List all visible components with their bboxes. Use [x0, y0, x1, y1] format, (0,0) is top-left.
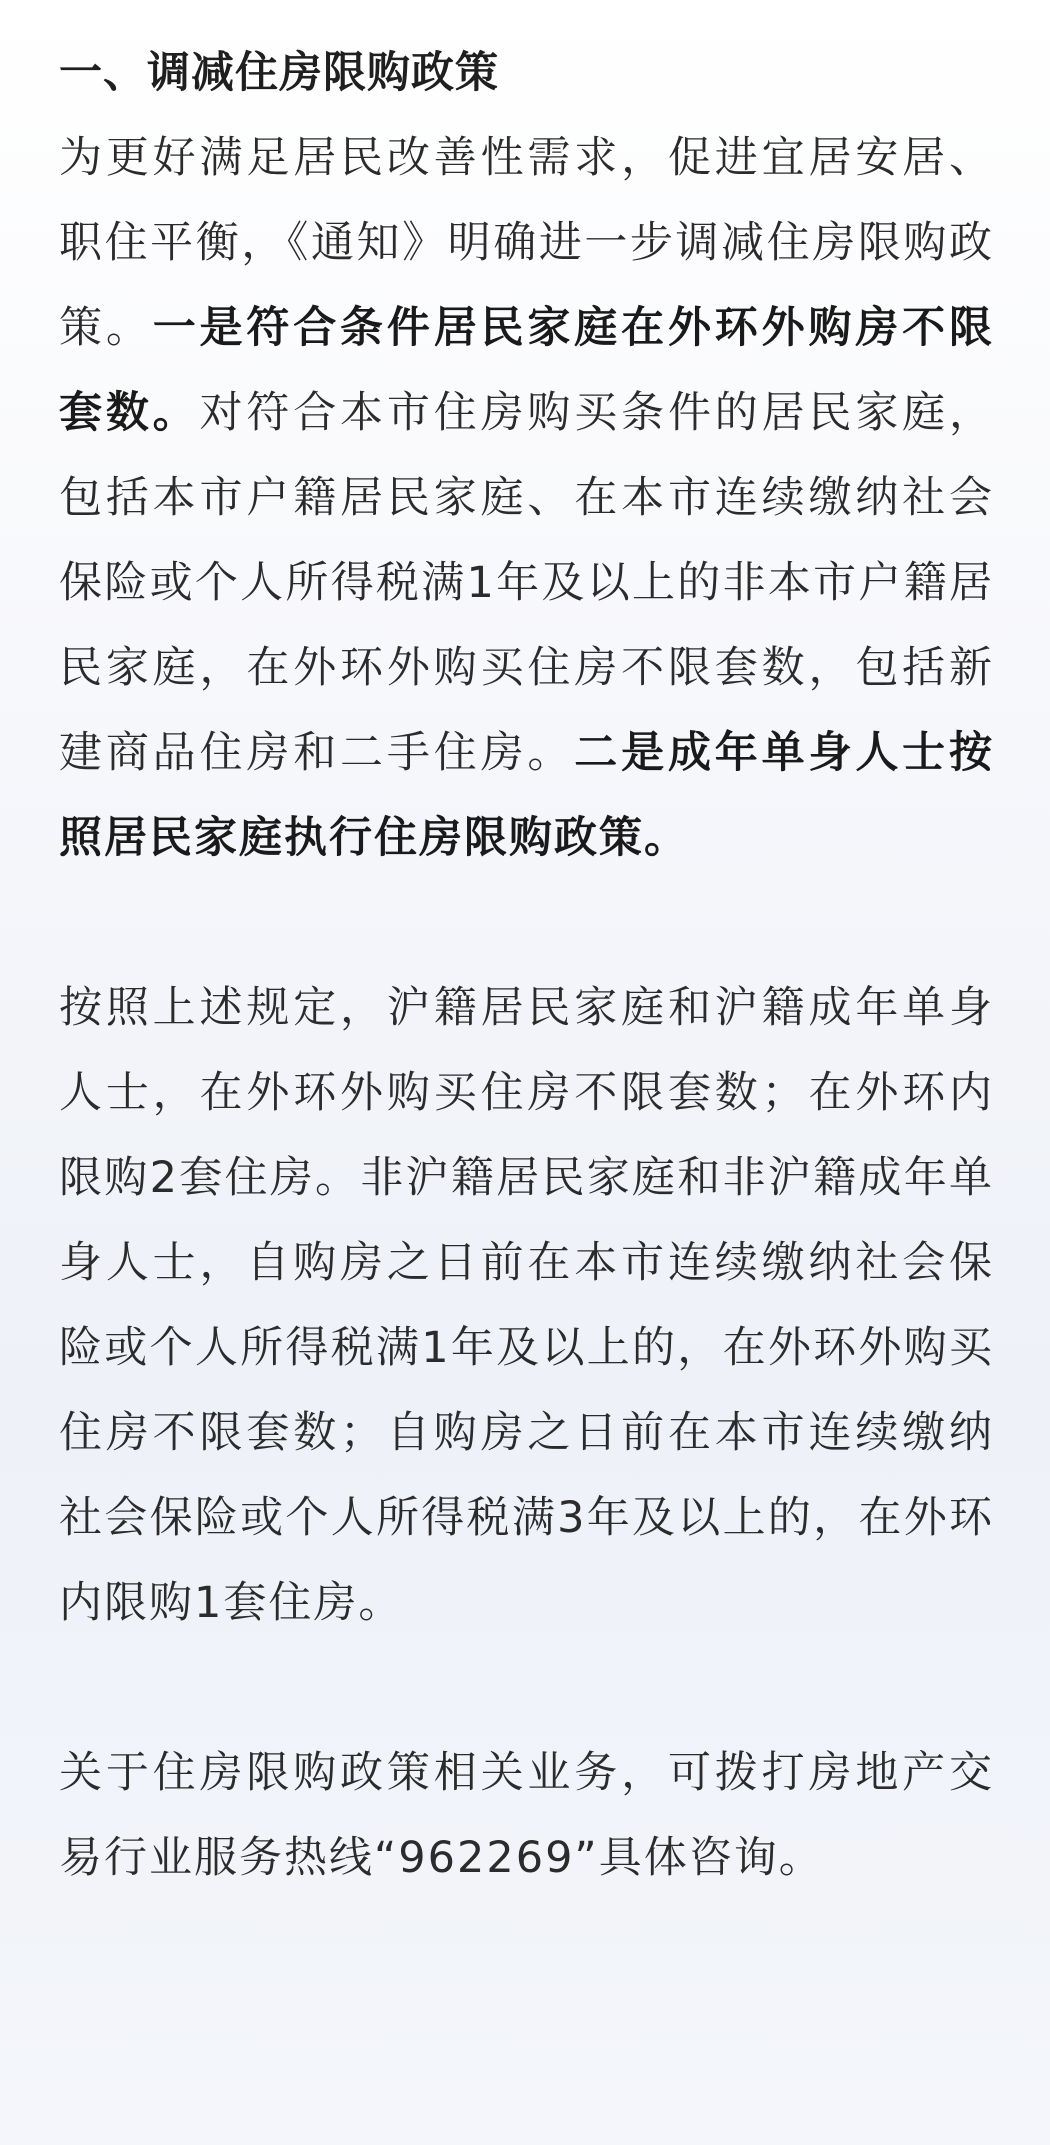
paragraph-intro: 为更好满足居民改善性需求，促进宜居安居、职住平衡，《通知》明确进一步调减住房限购政策。	[59, 133, 994, 353]
point-one-text: 对符合本市住房购买条件的居民家庭，包括本市户籍居民家庭、在本市连续缴纳社会保险或个人所得税满1年及以上的非本市户籍居民家庭，在外环外购买住房不限套数，包括新建商品住房和二手住房。	[59, 388, 995, 778]
point-two-bold: 二是成年单身人士按照居民家庭执行住房限购政策。	[59, 728, 995, 863]
paragraph-rules-summary: 按照上述规定，沪籍居民家庭和沪籍成年单身人士，在外环外购买住房不限套数；在外环内限购2套住房。非沪籍居民家庭和非沪籍成年单身人士，自购房之日前在本市连续缴纳社会保险或个人所得税满1年及以上的，在外环外购买住房不限套数；自购房之日前在本市连续缴纳社会保险或个人所得税满3年及以上的，在外环内限购1套住房。	[59, 983, 994, 1628]
article-body	[59, 30, 994, 1901]
paragraph-policy-adjustment	[59, 116, 994, 881]
paragraph-hotline: 关于住房限购政策相关业务，可拨打房地产交易行业服务热线“962269”具体咨询。	[59, 1748, 994, 1883]
section-title: 一、调减住房限购政策	[59, 48, 499, 98]
point-one-bold: 一是符合条件居民家庭在外环外购房不限套数。	[59, 303, 995, 438]
